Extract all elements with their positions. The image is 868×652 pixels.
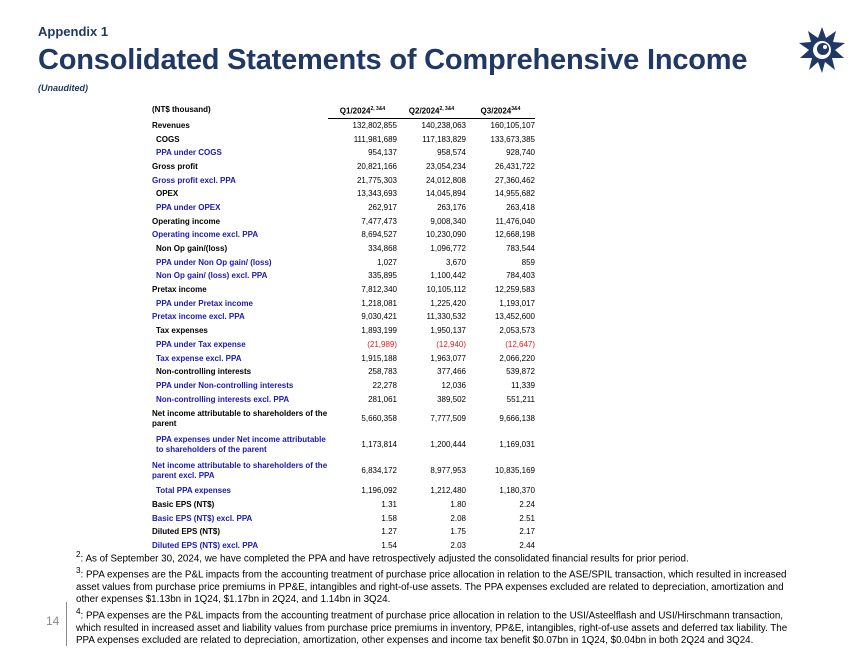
column-header-q2 <box>397 102 466 119</box>
cell-q2: 377,466 <box>437 367 466 377</box>
table-row <box>152 256 535 270</box>
cell-q2: 1.80 <box>450 499 466 509</box>
row-label: Non Op gain/ (loss) excl. PPA <box>156 271 268 281</box>
row-label: COGS <box>156 134 180 144</box>
footnote-3 <box>76 565 788 606</box>
table-row <box>152 174 535 188</box>
row-label: Gross profit <box>152 161 198 171</box>
table-row <box>152 458 535 484</box>
column-header-q3-label: Q3/2024 <box>480 106 512 116</box>
row-label: Operating income <box>152 216 221 226</box>
table-row <box>152 324 535 338</box>
cell-q1: (21,989) <box>367 339 397 349</box>
cell-q3: 2,053,573 <box>499 326 535 336</box>
cell-q2: 7,777,509 <box>430 414 466 424</box>
cell-q2: 12,036 <box>441 380 466 390</box>
table-row <box>152 432 535 458</box>
cell-q1: 7,477,473 <box>361 216 397 226</box>
cell-q2: 2.03 <box>450 541 466 551</box>
table-row <box>152 498 535 512</box>
table-row <box>152 119 535 133</box>
row-label: Basic EPS (NT$) <box>152 499 215 509</box>
table-row <box>152 297 535 311</box>
row-label: Non-controlling interests excl. PPA <box>156 394 290 404</box>
cell-q2: 9,008,340 <box>430 216 466 226</box>
cell-q3: 859 <box>521 257 535 267</box>
cell-q3: 784,403 <box>506 271 535 281</box>
cell-q2: 140,238,063 <box>421 120 466 130</box>
company-star-logo-icon <box>798 26 846 74</box>
page-number-divider <box>66 602 67 646</box>
row-label: Net income attributable to shareholders of the parent excl. PPA <box>152 461 328 481</box>
footnote-3-text: : PPA expenses are the P&L impacts from the accounting treatment of purchase price allocation in relation to the ASE/SPIL transaction, which resulted in increased asset values from purchase price premiums in PP&E, intangibles and right-of-use assets. The PPA expenses excluded are related to depreciation, amortization and other expenses $1.13bn in 1Q24, $1.17bn in 2Q24, and 1.14bn in 3Q24. <box>76 569 787 606</box>
cell-q1: 5,660,358 <box>361 414 397 424</box>
cell-q2: 1,200,444 <box>430 440 466 450</box>
cell-q1: 954,137 <box>368 148 397 158</box>
cell-q2: 117,183,829 <box>422 134 466 144</box>
cell-q1: 13,343,693 <box>356 189 397 199</box>
cell-q3: 11,339 <box>511 380 535 390</box>
table-row <box>152 352 535 366</box>
cell-q2: 1,096,772 <box>430 244 466 254</box>
cell-q1: 111,981,689 <box>353 134 397 144</box>
cell-q2: 263,176 <box>437 202 466 212</box>
cell-q2: 23,054,234 <box>425 161 466 171</box>
cell-q3: 12,668,198 <box>494 230 535 240</box>
cell-q3: 14,955,682 <box>494 189 535 199</box>
cell-q1: 1,893,199 <box>361 326 397 336</box>
cell-q3: 26,431,722 <box>494 161 535 171</box>
footnote-2-marker: 2 <box>76 550 81 559</box>
cell-q1: 132,802,855 <box>352 120 397 130</box>
row-label: Pretax income excl. PPA <box>152 312 245 322</box>
row-label: Diluted EPS (NT$) <box>152 527 221 537</box>
row-label: PPA under Non-controlling interests <box>156 380 294 390</box>
footnote-4-marker: 4 <box>76 607 81 617</box>
cell-q2: 10,105,112 <box>426 285 466 295</box>
cell-q2: 958,574 <box>437 148 466 158</box>
unaudited-note: (Unaudited) <box>38 83 88 93</box>
cell-q2: 11,330,532 <box>426 312 466 322</box>
cell-q3: 1,193,017 <box>499 298 535 308</box>
row-label: Pretax income <box>152 285 207 295</box>
cell-q2: 2.08 <box>450 513 466 523</box>
cell-q1: 22,278 <box>372 380 397 390</box>
column-header-q1-note: 2, 3&4 <box>370 105 386 112</box>
table-row <box>152 406 535 432</box>
cell-q2: (12,940) <box>436 339 466 349</box>
column-header-q1 <box>328 102 397 119</box>
cell-q3: 2.17 <box>519 527 535 537</box>
cell-q3: 9,666,138 <box>499 414 535 424</box>
footnote-2 <box>76 549 788 565</box>
cell-q1: 335,895 <box>368 271 397 281</box>
cell-q1: 281,061 <box>368 394 397 404</box>
cell-q2: 1,963,077 <box>430 353 466 363</box>
cell-q3: 928,740 <box>506 148 535 158</box>
cell-q2: 8,977,953 <box>430 466 466 476</box>
cell-q3: 160,105,107 <box>490 120 535 130</box>
cell-q2: 14,045,894 <box>425 189 466 199</box>
cell-q3: 1,169,031 <box>499 440 535 450</box>
column-header-q1-label: Q1/2024 <box>339 106 371 116</box>
row-label: Tax expenses <box>156 326 208 336</box>
cell-q1: 20,821,166 <box>356 161 397 171</box>
table-row <box>152 484 535 498</box>
cell-q3: 2.51 <box>519 513 535 523</box>
footnote-2-text: : As of September 30, 2024, we have completed the PPA and have retrospectively adjusted the consolidated financial results for prior period. <box>80 553 689 565</box>
cell-q3: 263,418 <box>506 202 535 212</box>
page-title: Consolidated Statements of Comprehensive Income <box>38 44 748 76</box>
column-header-q3-note: 3&4 <box>511 105 521 112</box>
table-row <box>152 160 535 174</box>
column-header-q2-note: 2, 3&4 <box>439 105 455 112</box>
cell-q1: 262,917 <box>368 202 397 212</box>
table-row <box>152 379 535 393</box>
cell-q2: 10,230,090 <box>425 230 466 240</box>
cell-q1: 7,812,340 <box>361 285 397 295</box>
row-label: Revenues <box>152 120 190 130</box>
row-label: Non Op gain/(loss) <box>156 244 228 254</box>
table-row <box>152 283 535 297</box>
cell-q1: 1,196,092 <box>361 486 397 496</box>
cell-q2: 389,502 <box>437 394 466 404</box>
row-label: Net income attributable to shareholders of the parent <box>152 409 328 429</box>
table-row <box>152 215 535 229</box>
cell-q1: 6,834,172 <box>361 466 397 476</box>
cell-q3: (12,647) <box>505 339 535 349</box>
row-label: PPA under Non Op gain/ (loss) <box>156 257 272 267</box>
cell-q1: 1.31 <box>381 499 397 509</box>
row-label: Diluted EPS (NT$) excl. PPA <box>152 541 259 551</box>
cell-q2: 3,670 <box>445 257 466 267</box>
cell-q1: 334,868 <box>368 244 397 254</box>
footnote-4 <box>76 606 788 647</box>
row-label: PPA under Tax expense <box>156 339 246 349</box>
row-label: Operating income excl. PPA <box>152 230 259 240</box>
cell-q3: 133,673,385 <box>490 134 535 144</box>
appendix-label: Appendix 1 <box>38 24 109 39</box>
cell-q1: 9,030,421 <box>361 312 397 322</box>
table-row <box>152 393 535 407</box>
row-label: Basic EPS (NT$) excl. PPA <box>152 513 253 523</box>
column-header-q2-label: Q2/2024 <box>408 106 440 116</box>
cell-q1: 1.27 <box>381 527 397 537</box>
table-row <box>152 201 535 215</box>
cell-q2: 24,012,808 <box>425 175 466 185</box>
cell-q1: 21,775,303 <box>356 175 397 185</box>
table-row <box>152 512 535 526</box>
cell-q1: 1,027 <box>376 257 397 267</box>
table-row <box>152 242 535 256</box>
row-label: PPA under OPEX <box>156 202 221 212</box>
cell-q2: 1,212,480 <box>430 486 466 496</box>
cell-q1: 1,218,081 <box>361 298 397 308</box>
row-label: Total PPA expenses <box>156 486 231 496</box>
cell-q1: 1,915,188 <box>361 353 397 363</box>
cell-q3: 539,872 <box>506 367 535 377</box>
table-row <box>152 187 535 201</box>
footnote-4-text: : PPA expenses are the P&L impacts from the accounting treatment of purchase price allocation in relation to the USI/Asteelflash and USI/Hirschmann transaction, which resulted in increased asset and liability values from purchase price premiums in inventory, PP&E, intangibles, right-of-use assets and deferred tax liability. The PPA expenses excluded are related to depreciation, amortization, other expenses and income tax benefit $0.07bn in 1Q24, $0.04bn in both 2Q24 and 3Q24. <box>76 610 788 647</box>
cell-q3: 783,544 <box>506 244 535 254</box>
cell-q2: 1.75 <box>450 527 466 537</box>
cell-q3: 2.24 <box>519 499 535 509</box>
unit-label: (NT$ thousand) <box>152 105 211 115</box>
cell-q3: 12,259,583 <box>494 285 535 295</box>
cell-q1: 258,783 <box>368 367 397 377</box>
cell-q3: 2.44 <box>519 541 535 551</box>
table-row <box>152 365 535 379</box>
cell-q3: 13,452,600 <box>494 312 535 322</box>
cell-q1: 1,173,814 <box>361 440 397 450</box>
row-label: OPEX <box>156 189 179 199</box>
column-header-q3 <box>466 102 535 119</box>
cell-q3: 551,211 <box>506 394 535 404</box>
row-label: PPA expenses under Net income attributable to shareholders of the parent <box>156 435 326 455</box>
table-row <box>152 270 535 284</box>
cell-q3: 11,476,040 <box>495 216 535 226</box>
cell-q3: 10,835,169 <box>494 466 535 476</box>
table-header-row <box>152 102 535 119</box>
income-statement-table <box>152 102 535 553</box>
cell-q2: 1,100,442 <box>430 271 466 281</box>
table-row <box>152 526 535 540</box>
cell-q2: 1,225,420 <box>430 298 466 308</box>
cell-q1: 1.54 <box>381 541 397 551</box>
table-row <box>152 338 535 352</box>
footnotes <box>76 549 788 647</box>
row-label: Gross profit excl. PPA <box>152 175 236 185</box>
table-row <box>152 229 535 243</box>
row-label: Non-controlling interests <box>156 367 252 377</box>
table-row <box>152 133 535 147</box>
cell-q3: 2,066,220 <box>499 353 535 363</box>
cell-q1: 8,694,527 <box>361 230 397 240</box>
row-label: PPA under Pretax income <box>156 298 253 308</box>
cell-q2: 1,950,137 <box>430 326 466 336</box>
cell-q3: 27,360,462 <box>494 175 535 185</box>
table-row <box>152 311 535 325</box>
row-label: Tax expense excl. PPA <box>156 353 242 363</box>
page-number: 14 <box>46 614 60 628</box>
row-label: PPA under COGS <box>156 148 222 158</box>
cell-q1: 1.58 <box>381 513 397 523</box>
footnote-3-marker: 3 <box>76 566 81 576</box>
table-row <box>152 146 535 160</box>
cell-q3: 1,180,370 <box>499 486 535 496</box>
